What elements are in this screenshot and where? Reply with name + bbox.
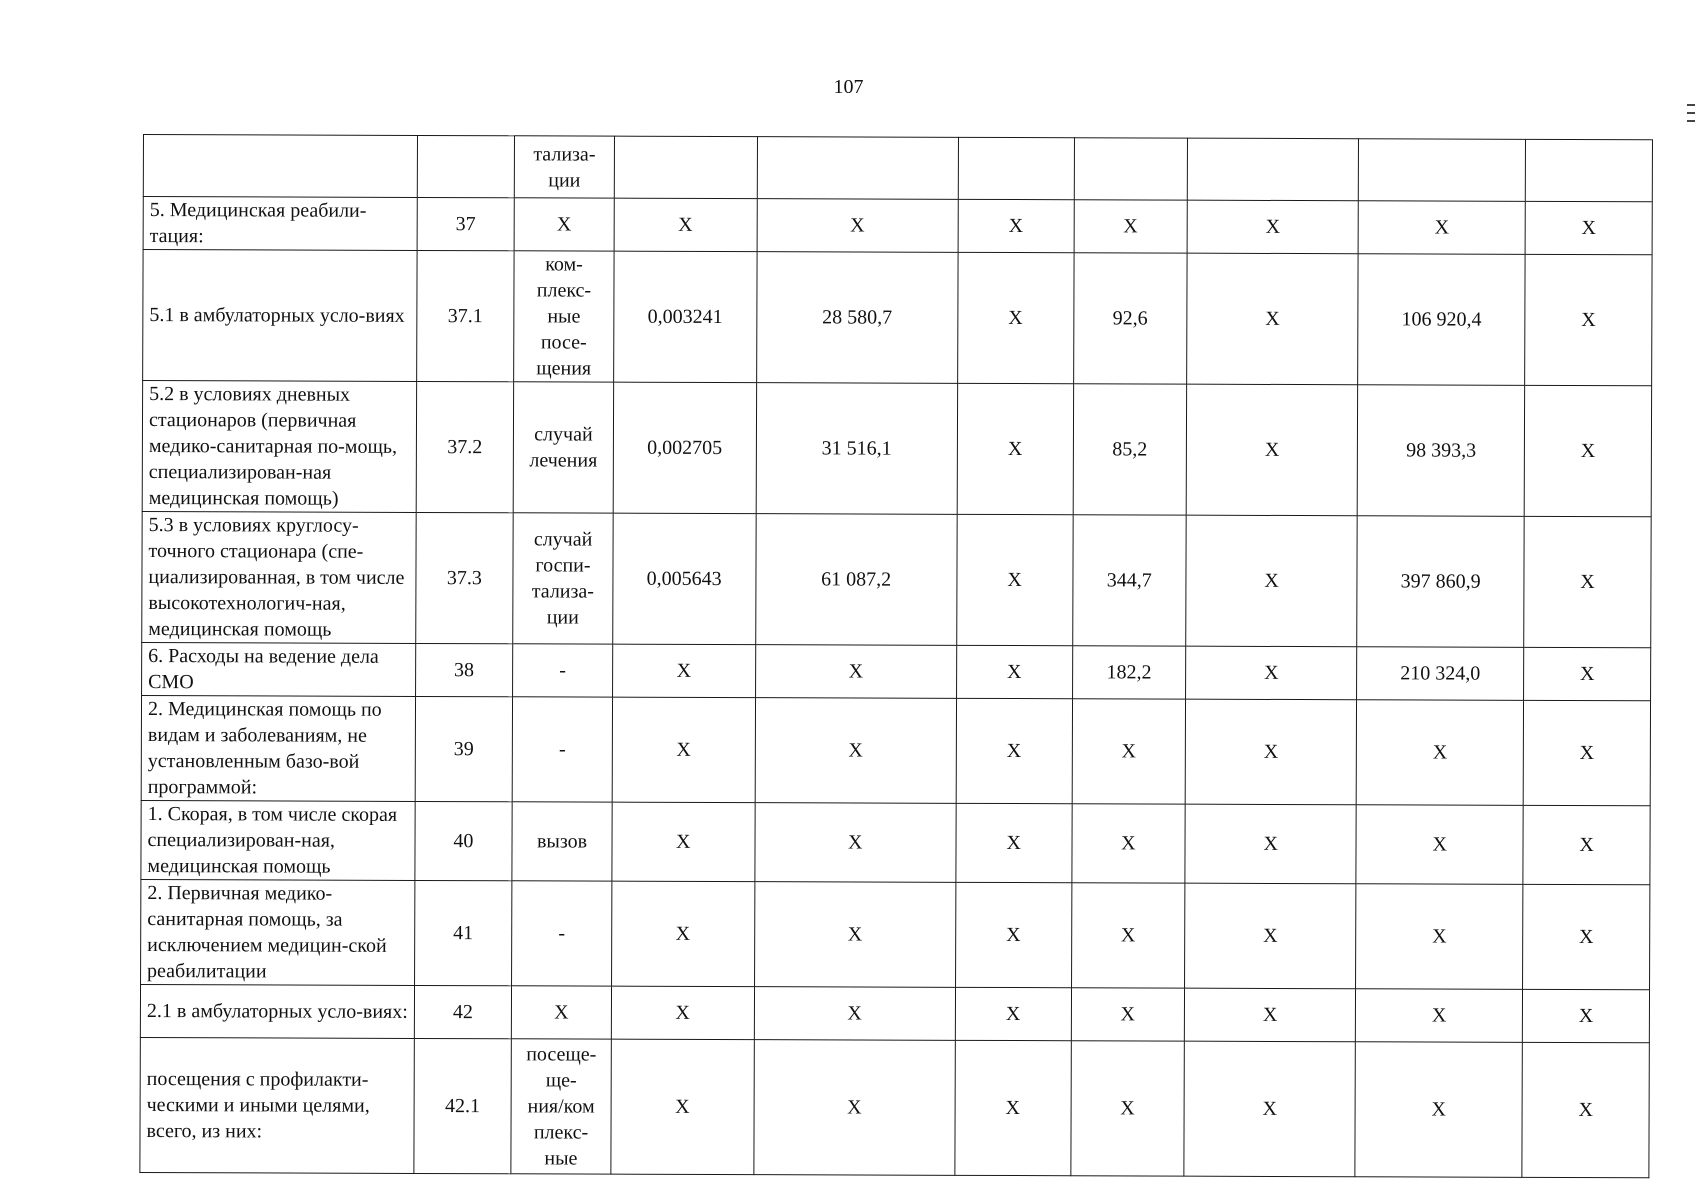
value-cell: X [956,803,1072,882]
value-cell: X [755,698,957,804]
table-row [141,879,1650,989]
value-cell: X [1187,253,1358,385]
value-cell: X [1186,515,1357,647]
row-number-cell: 42.1 [413,1038,511,1173]
value-cell: X [955,882,1071,987]
value-cell: 98 393,3 [1357,385,1524,517]
value-cell: 92,6 [1073,253,1187,384]
value-cell [757,137,958,200]
value-cell: X [955,1040,1071,1175]
value-cell: 344,7 [1072,515,1186,646]
unit-cell: случай лечения [513,382,613,513]
row-name-cell: посещения с профилакти-ческими и иными целями, всего, из них: [140,1037,414,1173]
value-cell: X [1356,805,1523,885]
value-cell: 0,005643 [613,513,756,644]
table-row [143,197,1652,255]
value-cell [958,137,1074,199]
table-row [140,984,1649,1042]
page-number: 107 [833,76,864,98]
table-row [143,250,1652,386]
value-cell: X [1186,646,1357,700]
value-cell: X [956,645,1072,698]
value-cell [1187,138,1358,201]
value-cell [614,136,757,198]
value-cell: X [614,198,757,251]
value-cell: X [1523,700,1650,805]
value-cell: X [1522,1042,1649,1177]
row-name-cell: 5.1 в амбулаторных усло-виях [143,250,417,382]
value-cell: 0,003241 [613,251,756,382]
value-cell: X [955,987,1071,1040]
value-cell: X [1186,384,1357,516]
value-cell: X [956,698,1072,803]
row-name-cell: 5.3 в условиях круглосу-точного стационара (спе-циализированная, в том числе высокотехнологич-ная, медицинская помощь [142,511,416,643]
value-cell: 85,2 [1073,384,1187,515]
value-cell: 31 516,1 [756,383,958,515]
table-row [141,800,1650,884]
value-cell: X [1358,201,1525,255]
value-cell: X [612,697,755,802]
table-row [141,695,1650,805]
row-number-cell: 39 [415,696,513,801]
data-table [139,134,1653,1178]
value-cell: X [957,514,1073,645]
value-cell: X [1524,385,1651,516]
value-cell: X [611,1039,754,1174]
value-cell: X [612,802,755,881]
value-cell: X [957,383,1073,514]
unit-cell: тализа- ции [514,136,614,198]
value-cell: 182,2 [1072,646,1186,699]
value-cell: X [1184,1041,1355,1177]
value-cell: X [1523,884,1650,989]
value-cell: X [612,644,755,697]
table-row [142,511,1651,647]
row-number-cell: 37 [417,197,515,250]
row-name-cell: 2.1 в амбулаторных усло-виях: [140,984,414,1038]
value-cell: X [1525,254,1652,385]
value-cell: X [1071,988,1185,1041]
row-number-cell: 37.2 [416,381,514,512]
row-number-cell: 37.3 [415,512,513,643]
unit-cell: - [512,697,612,802]
row-number-cell: 42 [414,985,512,1038]
table-row [140,1037,1649,1177]
value-cell: X [1071,883,1185,988]
value-cell: X [1074,200,1188,253]
value-cell: 397 860,9 [1357,516,1524,648]
unit-cell: X [512,986,612,1039]
unit-cell: вызов [512,802,612,881]
value-cell: X [1185,804,1356,884]
value-cell [1358,139,1525,202]
row-name-cell: 6. Расходы на ведение дела СМО [142,642,416,696]
value-cell: 61 087,2 [755,514,957,646]
value-cell: X [1185,883,1356,989]
table-row [143,135,1652,202]
value-cell: X [958,199,1074,252]
value-cell: X [957,252,1073,383]
row-name-cell: 5.2 в условиях дневных стационаров (первичная медико-санитарная по-мощь, специализирован-ная медицинская помощь) [142,381,416,513]
row-number-cell [417,135,515,197]
value-cell: 28 580,7 [756,252,958,384]
scan-mark-icon [1687,104,1695,138]
table-row [142,642,1651,700]
value-cell: X [1524,647,1651,700]
value-cell: X [1356,884,1523,990]
row-name-cell [143,135,417,198]
value-cell: X [755,803,956,883]
row-number-cell: 40 [415,801,513,880]
value-cell [1525,139,1652,201]
value-cell: X [1187,200,1358,254]
value-cell: X [1071,804,1185,883]
value-cell: X [1523,805,1650,884]
unit-cell: X [514,198,614,251]
unit-cell: - [512,881,612,986]
value-cell: X [757,199,958,253]
row-number-cell: 38 [415,643,513,696]
value-cell: 0,002705 [613,382,756,513]
value-cell: X [1070,1041,1184,1176]
row-name-cell: 1. Скорая, в том числе скорая специализирован-ная, медицинская помощь [141,800,415,880]
table-row [142,381,1651,517]
row-name-cell: 5. Медицинская реабили-тация: [143,197,417,251]
value-cell: 210 324,0 [1357,647,1524,701]
unit-cell: случай госпи- тализа- ции [513,513,613,644]
row-number-cell: 37.1 [416,250,514,381]
value-cell: X [754,1040,956,1176]
value-cell: X [754,882,956,988]
value-cell: X [1525,201,1652,254]
row-number-cell: 41 [414,880,512,985]
value-cell: X [1185,699,1356,805]
unit-cell: посеще- ще- ния/ком плекс- ные [511,1039,611,1174]
value-cell: X [754,987,955,1041]
value-cell: X [1072,699,1186,804]
row-name-cell: 2. Медицинская помощь по видам и заболеваниям, не установленным базо-вой программой: [141,695,415,801]
value-cell: X [1523,989,1650,1042]
row-name-cell: 2. Первичная медико-санитарная помощь, за исключением медицин-ской реабилитации [141,879,415,985]
value-cell: 106 920,4 [1358,254,1525,386]
value-cell: X [1356,700,1523,806]
value-cell: X [755,645,956,699]
value-cell: X [1356,989,1523,1043]
value-cell: X [1185,988,1356,1042]
unit-cell: ком- плекс- ные посе- щения [514,251,614,382]
unit-cell: - [513,644,613,697]
value-cell [1074,138,1188,200]
value-cell: X [1524,516,1651,647]
value-cell: X [1355,1042,1522,1178]
value-cell: X [611,986,754,1039]
value-cell: X [611,881,754,986]
